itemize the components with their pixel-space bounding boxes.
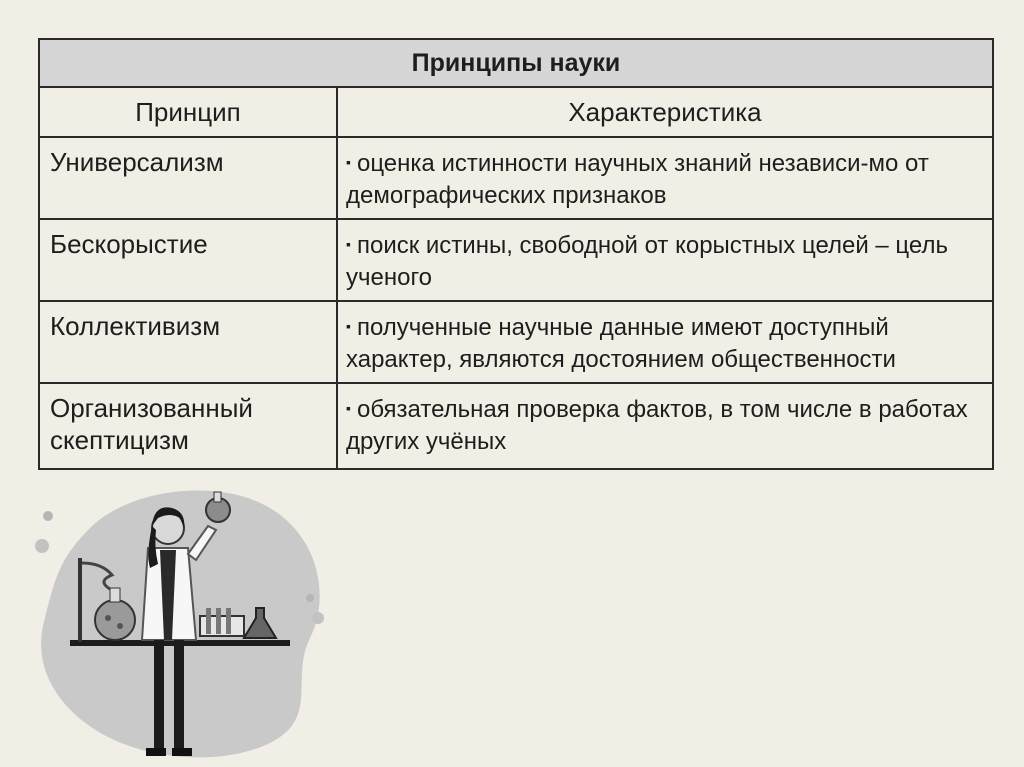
table-row — [39, 301, 993, 383]
table-title: Принципы науки — [39, 39, 993, 87]
bullet-icon: ▪ — [346, 154, 351, 170]
description-text: поиск истины, свободной от корыстных целей – цель ученого — [346, 232, 948, 291]
principle-name: Бескорыстие — [39, 219, 337, 301]
description-text: оценка истинности научных знаний независи-мо от демографических признаков — [346, 150, 929, 209]
scientist-illustration-icon — [20, 468, 330, 767]
principle-name: Коллективизм — [39, 301, 337, 383]
header-characteristic: Характеристика — [337, 87, 993, 137]
table-row — [39, 383, 993, 469]
header-principle: Принцип — [39, 87, 337, 137]
principle-name: Организованный скептицизм — [39, 383, 337, 469]
principle-description — [337, 137, 993, 219]
principles-table — [38, 38, 994, 470]
principle-description — [337, 301, 993, 383]
table-row — [39, 219, 993, 301]
principle-description — [337, 383, 993, 469]
bullet-icon: ▪ — [346, 236, 351, 252]
principle-name: Универсализм — [39, 137, 337, 219]
table-row — [39, 137, 993, 219]
bullet-icon: ▪ — [346, 318, 351, 334]
principle-description — [337, 219, 993, 301]
description-text: полученные научные данные имеют доступный характер, являются достоянием общественности — [346, 314, 896, 373]
description-text: обязательная проверка фактов, в том числе в работах других учёных — [346, 396, 968, 455]
bullet-icon: ▪ — [346, 400, 351, 416]
